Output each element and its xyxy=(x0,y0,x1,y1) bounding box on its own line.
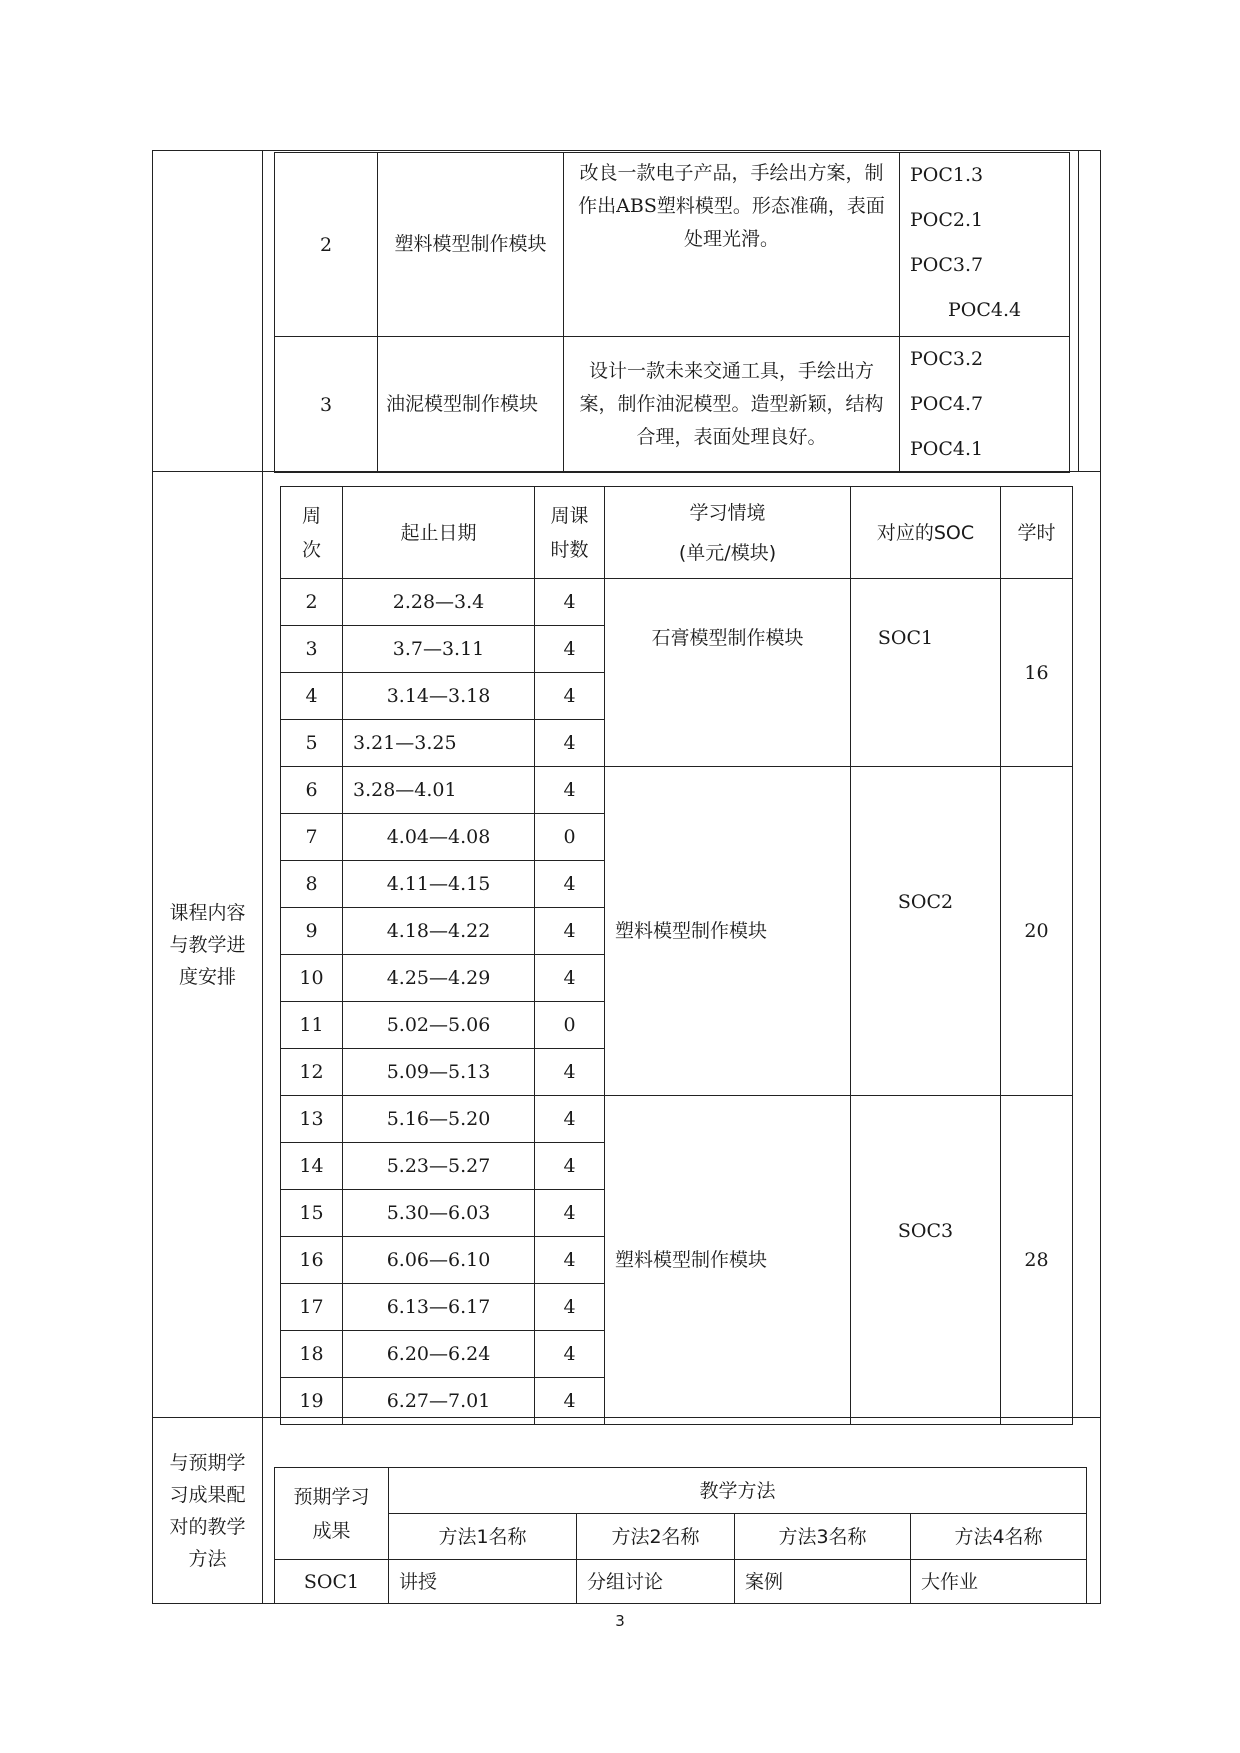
hours-cell: 4 xyxy=(535,1237,605,1284)
hours-cell: 4 xyxy=(535,1190,605,1237)
dates-cell: 4.18—4.22 xyxy=(343,908,535,955)
hours-cell: 4 xyxy=(535,579,605,626)
header-week: 周次 xyxy=(281,487,343,579)
method-cell: 案例 xyxy=(735,1560,911,1604)
week-cell: 12 xyxy=(281,1049,343,1096)
week-cell: 15 xyxy=(281,1190,343,1237)
total-hours-cell: 28 xyxy=(1001,1096,1073,1425)
dates-cell: 3.28—4.01 xyxy=(343,767,535,814)
week-cell: 6 xyxy=(281,767,343,814)
poc-code: POC4.4 xyxy=(948,299,1022,321)
hours-cell: 4 xyxy=(535,1331,605,1378)
method-cell: 分组讨论 xyxy=(577,1560,735,1604)
poc-code: POC3.7 xyxy=(910,254,984,276)
week-cell: 11 xyxy=(281,1002,343,1049)
dates-cell: 4.25—4.29 xyxy=(343,955,535,1002)
methods-section-label: 与预期学习成果配对的教学方法 xyxy=(153,1418,263,1604)
total-hours-cell: 20 xyxy=(1001,767,1073,1096)
hours-cell: 4 xyxy=(535,1143,605,1190)
header-hours: 学时 xyxy=(1001,487,1073,579)
hours-cell: 4 xyxy=(535,673,605,720)
dates-cell: 6.27—7.01 xyxy=(343,1378,535,1425)
dates-cell: 4.11—4.15 xyxy=(343,861,535,908)
outcome-desc: 设计一款未来交通工具，手绘出方案，制作油泥模型。造型新颖，结构合理，表面处理良好。 xyxy=(564,337,900,473)
hours-cell: 4 xyxy=(535,1049,605,1096)
soc-cell: SOC1 xyxy=(851,579,1001,767)
soc-cell: SOC3 xyxy=(851,1096,1001,1425)
table-row xyxy=(275,337,1070,473)
module-cell: 塑料模型制作模块 xyxy=(605,767,851,1096)
hours-cell: 4 xyxy=(535,1096,605,1143)
method-header: 方法3名称 xyxy=(735,1514,911,1560)
dates-cell: 5.30—6.03 xyxy=(343,1190,535,1237)
hours-cell: 4 xyxy=(535,720,605,767)
method-soc-cell: SOC1 xyxy=(275,1560,389,1604)
total-hours-cell: 16 xyxy=(1001,579,1073,767)
table-row xyxy=(281,1096,1073,1143)
dates-cell: 2.28—3.4 xyxy=(343,579,535,626)
method-header: 方法4名称 xyxy=(911,1514,1087,1560)
dates-cell: 6.20—6.24 xyxy=(343,1331,535,1378)
header-dates: 起止日期 xyxy=(343,487,535,579)
week-cell: 18 xyxy=(281,1331,343,1378)
week-cell: 2 xyxy=(281,579,343,626)
soc-cell: SOC2 xyxy=(851,767,1001,1096)
outcome-poc-list xyxy=(900,153,1070,337)
outcome-desc: 改良一款电子产品，手绘出方案，制作出ABS塑料模型。形态准确，表面处理光滑。 xyxy=(564,153,900,337)
week-cell: 4 xyxy=(281,673,343,720)
week-cell: 14 xyxy=(281,1143,343,1190)
hours-cell: 4 xyxy=(535,861,605,908)
outcome-module: 塑料模型制作模块 xyxy=(378,153,564,337)
methods-table xyxy=(274,1467,1087,1604)
dates-cell: 5.02—5.06 xyxy=(343,1002,535,1049)
method-cell: 讲授 xyxy=(389,1560,577,1604)
header-context-sub: (单元/模块) xyxy=(678,541,777,564)
outcome-table xyxy=(274,152,1070,473)
week-cell: 7 xyxy=(281,814,343,861)
table-row xyxy=(281,579,1073,626)
method-header: 方法2名称 xyxy=(577,1514,735,1560)
week-cell: 3 xyxy=(281,626,343,673)
dates-cell: 3.14—3.18 xyxy=(343,673,535,720)
method-header: 方法1名称 xyxy=(389,1514,577,1560)
table-row xyxy=(281,767,1073,814)
header-context xyxy=(605,487,851,579)
hours-cell: 4 xyxy=(535,626,605,673)
schedule-header-row xyxy=(281,487,1073,579)
schedule-table xyxy=(280,486,1073,1425)
outer-label-cell-empty xyxy=(153,151,263,472)
expected-outcome-header: 预期学习成果 xyxy=(275,1468,389,1560)
dates-cell: 5.09—5.13 xyxy=(343,1049,535,1096)
schedule-section-label: 课程内容与教学进度安排 xyxy=(153,472,263,1418)
week-cell: 9 xyxy=(281,908,343,955)
hours-cell: 4 xyxy=(535,1378,605,1425)
hours-cell: 0 xyxy=(535,814,605,861)
hours-cell: 4 xyxy=(535,767,605,814)
week-cell: 5 xyxy=(281,720,343,767)
week-cell: 17 xyxy=(281,1284,343,1331)
dates-cell: 5.16—5.20 xyxy=(343,1096,535,1143)
table-row xyxy=(275,1560,1087,1604)
header-soc: 对应的SOC xyxy=(851,487,1001,579)
page-number: 3 xyxy=(615,1612,625,1630)
week-cell: 19 xyxy=(281,1378,343,1425)
hours-cell: 4 xyxy=(535,1284,605,1331)
poc-code: POC4.1 xyxy=(910,438,984,460)
dates-cell: 5.23—5.27 xyxy=(343,1143,535,1190)
poc-code: POC4.7 xyxy=(910,393,984,415)
method-cell: 大作业 xyxy=(911,1560,1087,1604)
teaching-method-header: 教学方法 xyxy=(389,1468,1087,1514)
header-context-title: 学习情境 xyxy=(689,501,766,524)
hours-cell: 0 xyxy=(535,1002,605,1049)
header-hours-per-week: 周课时数 xyxy=(535,487,605,579)
dates-cell: 3.7—3.11 xyxy=(343,626,535,673)
poc-code: POC3.2 xyxy=(910,348,984,370)
outcome-no: 3 xyxy=(275,337,378,473)
week-cell: 10 xyxy=(281,955,343,1002)
hours-cell: 4 xyxy=(535,908,605,955)
module-cell: 塑料模型制作模块 xyxy=(605,1096,851,1425)
dates-cell: 3.21—3.25 xyxy=(343,720,535,767)
poc-code: POC1.3 xyxy=(910,164,984,186)
week-cell: 13 xyxy=(281,1096,343,1143)
dates-cell: 4.04—4.08 xyxy=(343,814,535,861)
week-cell: 16 xyxy=(281,1237,343,1284)
table-row xyxy=(275,153,1070,337)
week-cell: 8 xyxy=(281,861,343,908)
module-cell: 石膏模型制作模块 xyxy=(605,579,851,767)
dates-cell: 6.13—6.17 xyxy=(343,1284,535,1331)
poc-code: POC2.1 xyxy=(910,209,984,231)
outcome-no: 2 xyxy=(275,153,378,337)
outcome-module: 油泥模型制作模块 xyxy=(378,337,564,473)
hours-cell: 4 xyxy=(535,955,605,1002)
dates-cell: 6.06—6.10 xyxy=(343,1237,535,1284)
outcome-poc-list xyxy=(900,337,1070,473)
